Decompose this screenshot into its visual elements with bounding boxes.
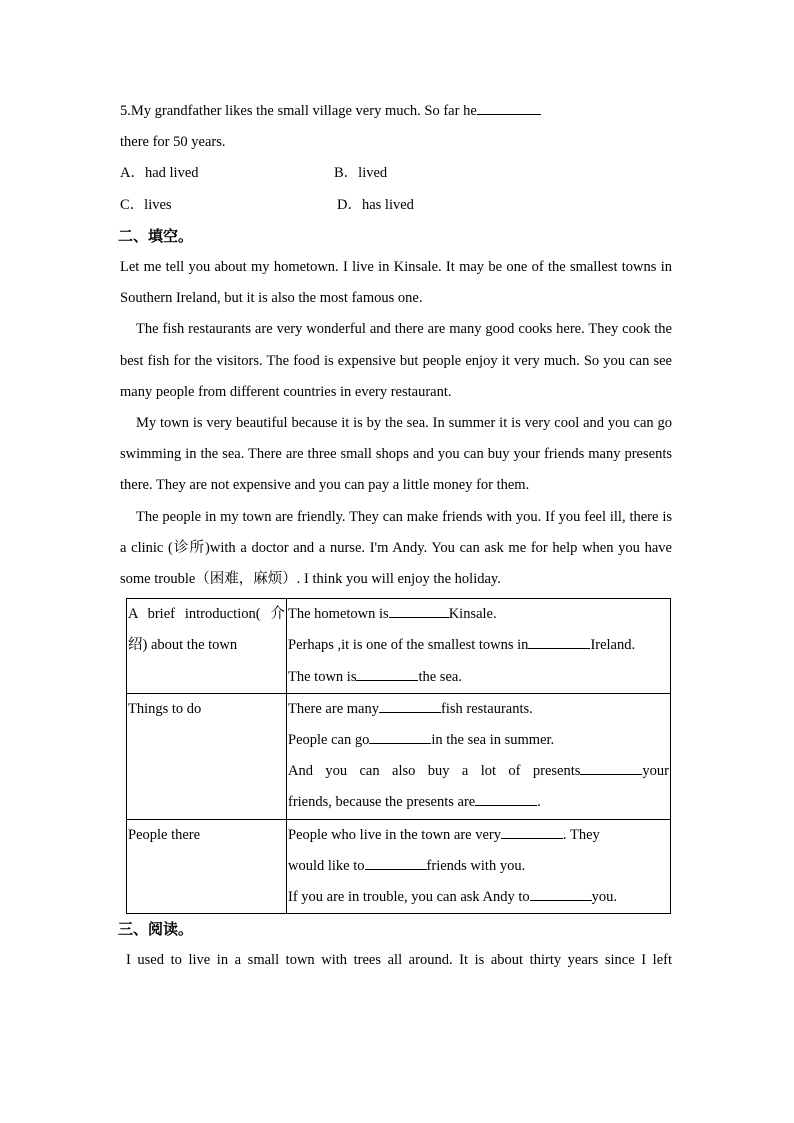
row-label-line: People there xyxy=(128,826,201,843)
table-line xyxy=(288,756,669,787)
table-row-content xyxy=(287,819,671,914)
answer-blank xyxy=(477,100,541,115)
table-text: . They xyxy=(563,826,600,843)
answer-blank xyxy=(528,634,590,649)
question-5-stem xyxy=(120,96,672,127)
answer-blank xyxy=(356,666,418,681)
table-line xyxy=(288,787,669,818)
table-text: And you can also buy a lot of presents xyxy=(288,763,581,780)
table-line xyxy=(288,630,669,661)
table-text: People can go xyxy=(288,732,370,749)
passage-paragraph-2: The fish restaurants are very wonderful and there are many good cooks here. They cook the best fish for the visitors. The food is expensive but people enjoy it very much. So you can see many people from different countries in every restaurant. xyxy=(120,321,672,400)
table-row-label xyxy=(127,819,287,914)
table-text: your xyxy=(642,763,669,780)
table-line xyxy=(288,882,669,913)
table-row-content xyxy=(287,693,671,819)
answer-blank xyxy=(369,729,431,744)
table-line xyxy=(288,851,669,882)
answer-blank xyxy=(389,603,449,618)
table-row-content xyxy=(287,599,671,694)
table-row xyxy=(127,693,671,819)
table-line xyxy=(288,694,669,725)
table-text: friends with you. xyxy=(426,857,526,874)
table-text: There are many xyxy=(288,700,379,717)
table-text: in the sea in summer. xyxy=(431,732,555,749)
answer-blank xyxy=(580,760,642,775)
option-d: D．has lived xyxy=(337,196,414,213)
table-text: Ireland. xyxy=(590,637,636,654)
table-row xyxy=(127,599,671,694)
table-line xyxy=(288,820,669,851)
table-row-label xyxy=(127,599,287,694)
row-label-line: A brief introduction( 介 xyxy=(128,606,285,623)
section-2-heading: 二、填空。 xyxy=(118,226,194,245)
table-row xyxy=(127,819,671,914)
answer-blank xyxy=(501,824,563,839)
table-text: you. xyxy=(591,889,617,906)
answer-blank xyxy=(530,886,592,901)
section-3-heading: 三、阅读。 xyxy=(118,920,194,939)
question-5-options-row-2 xyxy=(120,190,672,221)
table-text: would like to xyxy=(288,857,365,874)
question-5-options-row-1 xyxy=(120,158,672,189)
table-text: Kinsale. xyxy=(448,606,497,623)
table-row-label xyxy=(127,693,287,819)
option-a: A．had lived xyxy=(120,165,199,182)
table-line xyxy=(288,599,669,630)
table-text: friends, because the presents are xyxy=(288,794,476,811)
passage-paragraph-1: Let me tell you about my hometown. I live in Kinsale. It may be one of the smallest towns in Southern Ireland, but it is also the most famous one. xyxy=(120,259,672,307)
worksheet-page xyxy=(120,96,672,977)
table-text: The hometown is xyxy=(288,606,389,623)
table-text: . xyxy=(537,794,541,811)
table-line xyxy=(288,725,669,756)
question-5-stem-continued: there for 50 years. xyxy=(120,134,226,151)
row-label-line: Things to do xyxy=(128,700,202,717)
answer-blank xyxy=(475,791,537,806)
answer-blank xyxy=(365,855,427,870)
table-line xyxy=(288,662,669,693)
table-text: Perhaps ,it is one of the smallest towns in xyxy=(288,637,529,654)
table-text: People who live in the town are very xyxy=(288,826,502,843)
fill-in-table xyxy=(126,598,671,914)
option-b: B．lived xyxy=(334,165,388,182)
row-label-line: 绍) about the town xyxy=(128,637,238,654)
answer-blank xyxy=(379,698,441,713)
table-text: If you are in trouble, you can ask Andy to xyxy=(288,889,530,906)
passage-paragraph-4: The people in my town are friendly. They can make friends with you. If you feel ill, there is a clinic (诊所)with a doctor and a nurse. I'm Andy. You can ask me for help when you have some trouble（困难，麻烦）. I think you will enjoy the holiday. xyxy=(120,508,672,588)
option-c: C．lives xyxy=(120,196,172,213)
table-text: The town is xyxy=(288,668,357,685)
table-text: the sea. xyxy=(418,668,462,685)
question-5-text: 5.My grandfather likes the small village very much. So far he xyxy=(120,103,477,119)
reading-passage-first-line: I used to live in a small town with trees all around. It is about thirty years since I left xyxy=(126,952,672,969)
table-text: fish restaurants. xyxy=(440,700,533,717)
passage-paragraph-3: My town is very beautiful because it is by the sea. In summer it is very cool and you can go swimming in the sea. There are three small shops and you can buy your friends many presents there. They are not expensive and you can pay a little money for them. xyxy=(120,415,672,494)
